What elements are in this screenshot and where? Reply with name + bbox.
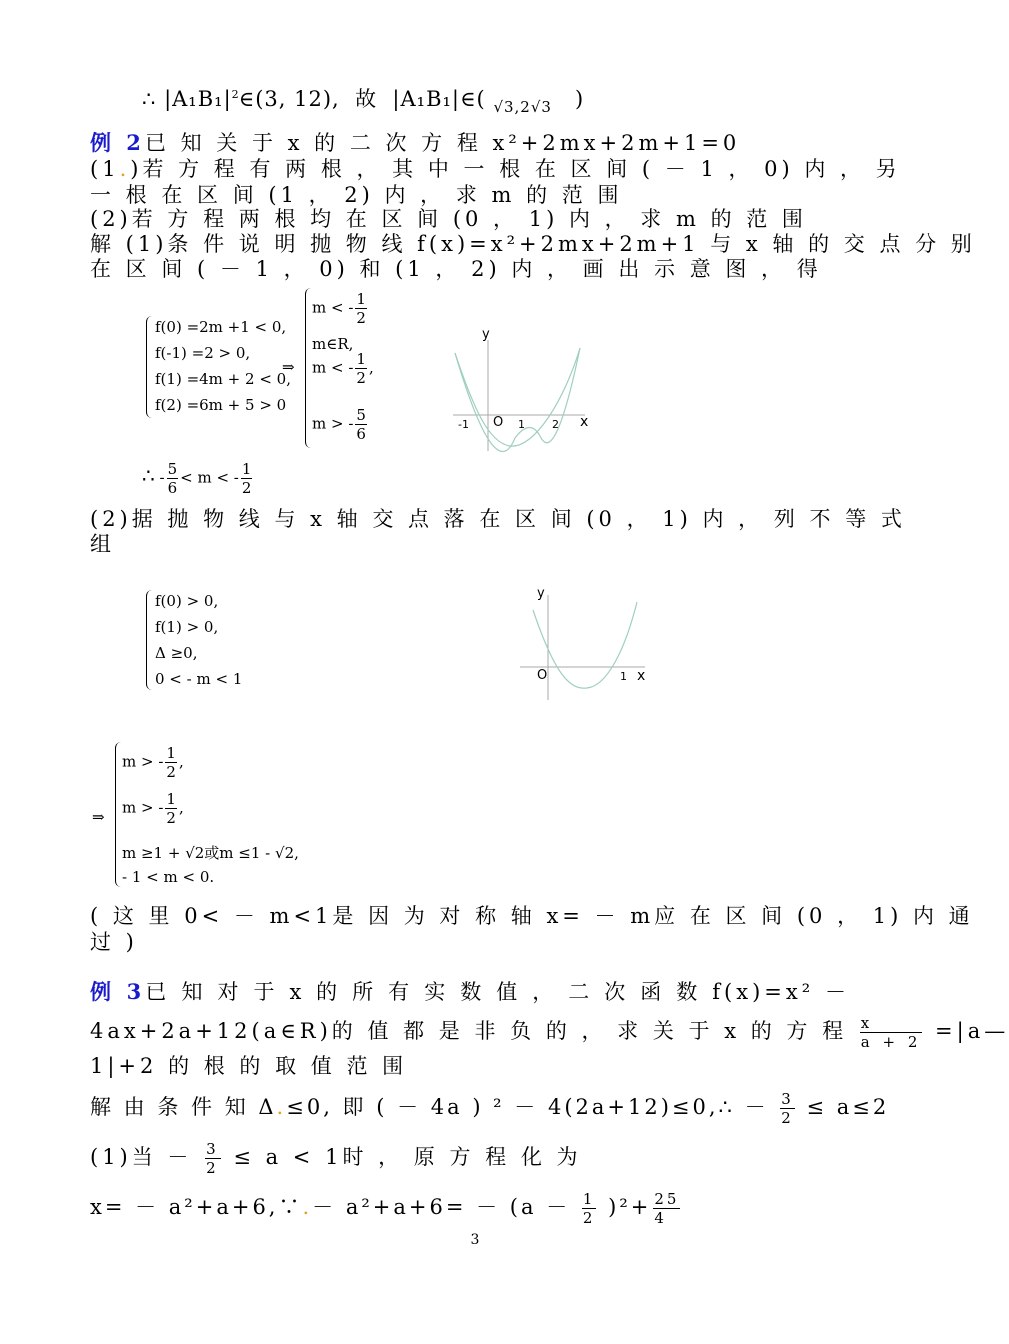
close-paren: ) [574,87,585,111]
part-2-text: (2)据 抛 物 线 与 x 轴 交 点 落 在 区 间 (0 ， 1) 内 ， 列 不 等 式 [90,507,906,531]
sys3-row-2: m ≥1 + √2或m ≤1 - √2, [122,844,299,862]
example-2-heading [90,130,850,156]
therefore-symbol: ∴ [142,87,157,111]
example-2-text: 已 知 关 于 x 的 二 次 方 程 x²+2mx+2m+1=0 [144,131,741,155]
page-number: 3 [470,1232,480,1248]
fraction: $\frac{5}{6}$ [167,460,178,497]
tick-label: 1 [620,670,627,683]
question-1-cont: 一 根 在 区 间 (1 ， 2) 内 ， 求 m 的 范 围 [90,183,623,207]
note-line: ( 这 里 0< － m<1是 因 为 对 称 轴 x= － m应 在 区 间 (0 ， 1) 内 通 [90,904,974,928]
fraction: $\frac{3}{2}$ [781,1090,794,1127]
gu-word: 故 [355,87,378,111]
sys1-row-0: f(0) =2m +1 < 0, [155,318,287,336]
segment-expr-2: |A₁B₁|∈( [392,87,486,111]
example-3-label: 例 3 [90,979,146,1004]
sys2-row-0: f(0) > 0, [155,592,219,610]
origin-label: O [537,668,548,683]
fraction: $\frac{1}{2}$ [241,460,252,497]
sys3-row-1: m > - $\frac{1}{2}$ , [122,790,184,827]
tick-label: -1 [458,418,469,431]
note-cont: 过 ) [90,930,138,954]
question-2: (2)若 方 程 两 根 均 在 区 间 (0 ， 1) 内 ， 求 m 的 范 围 [90,207,807,231]
case-1: (1)当 － $\frac{3}{2}$ ≤ a < 1时 ， 原 方 程 化 为 [90,1140,582,1177]
sys3-row-0: m > - $\frac{1}{2}$ , [122,744,184,781]
q1-num: (1 [90,157,120,181]
sys1-row-3: f(2) =6m + 5 > 0 [155,396,287,414]
sys2-row-3: 0 < - m < 1 [155,670,243,688]
implies-arrow-2: ⇒ [92,808,105,826]
tick-label: 2 [552,418,559,431]
brace [146,590,154,690]
example-3-heading [90,979,850,1005]
parabola-graph-2 [515,580,655,705]
therefore-line [142,82,585,120]
fraction: $\frac{5}{6}$ [356,406,366,443]
solution-1: 解 (1)条 件 说 明 抛 物 线 f(x)=x²+2mx+2m+1 与 x 轴 的 交 点 分 别 [90,232,976,256]
fraction: $\frac{3}{2}$ [206,1140,220,1177]
example-3-line-2: 4ax+2a+12(a∈R)的 值 都 是 非 负 的 ， 求 关 于 x 的 方 程 $\frac{x}{a + 2}$ =|a— [90,1014,1009,1051]
sys2-row-2: Δ ≥0, [155,644,198,662]
system-1-right [305,288,395,453]
example-2-label: 例 2 [90,130,145,155]
parabola-graph-1 [445,318,605,458]
fraction: $\frac{1}{2}$ [166,790,176,827]
implies-arrow: ⇒ [282,358,295,376]
system-1-left [146,316,291,421]
sys1-row-1: f(-1) =2 > 0, [155,344,251,362]
range-expr: ∈(3, 12), [238,87,340,111]
brace [146,316,154,418]
solution-3: 解 由 条 件 知 Δ.≤0, 即 ( － 4a ) ² － 4(2a+12)≤0,∴ － $\frac{3}{2}$ ≤ a≤2 [90,1090,890,1127]
sys1r-row-1: m∈R, [312,335,354,353]
sys3-row-3: - 1 < m < 0. [122,868,215,886]
system-3 [115,742,315,890]
segment-expr: |A₁B₁| [164,87,232,111]
sys1r-row-3: m > - $\frac{5}{6}$ [312,406,366,443]
part-2-cont: 组 [90,532,115,556]
fraction: $\frac{1}{2}$ [166,744,176,781]
q1-dot: . [119,157,131,181]
parabola-curve [455,348,580,452]
system-2 [146,590,266,695]
x-label: x [637,668,646,684]
example-3-text: 已 知 对 于 x 的 所 有 实 数 值 ， 二 次 函 数 f(x)=x² － [145,980,850,1004]
solution-1-cont: 在 区 间 ( － 1 ， 0) 和 (1 ， 2) 内 ， 画 出 示 意 图 ， 得 [90,257,822,281]
fraction: $\frac{x}{a + 2}$ [860,1014,922,1051]
fraction: $\frac{25}{4}$ [654,1190,680,1227]
sys1r-row-2: m < - $\frac{1}{2}$ , [312,350,374,387]
sys1r-row-0: m < - $\frac{1}{2}$ [312,290,366,327]
origin-label: O [493,415,504,430]
x-label: x [580,414,589,430]
tick-label: 1 [518,418,525,431]
parabola-curve [455,348,580,446]
y-label: y [537,586,545,601]
sys2-row-1: f(1) > 0, [155,618,219,636]
conclusion-1: ∴ - $\frac{5}{6}$ < m < - $\frac{1}{2}$ [142,460,252,497]
last-line: x= － a²+a+6,∵.－ a²+a+6= － (a － $\frac{1}{2}$ )²+ $\frac{25}{4}$ [90,1190,680,1227]
q1-text: )若 方 程 有 两 根 ， 其 中 一 根 在 区 间 ( － 1 ， 0) 内 ， 另 [130,157,901,181]
square-sup: 2 [231,88,239,101]
sqrt-range: √3,2√3 [493,98,552,116]
sys1-row-2: f(1) =4m + 2 < 0, [155,370,291,388]
fraction: $\frac{1}{2}$ [582,1190,596,1227]
question-1 [90,156,901,182]
example-3-line-3: 1|+2 的 根 的 取 值 范 围 [90,1054,408,1078]
y-label: y [482,327,490,342]
fraction: $\frac{1}{2}$ [356,350,366,387]
fraction: $\frac{1}{2}$ [356,290,366,327]
